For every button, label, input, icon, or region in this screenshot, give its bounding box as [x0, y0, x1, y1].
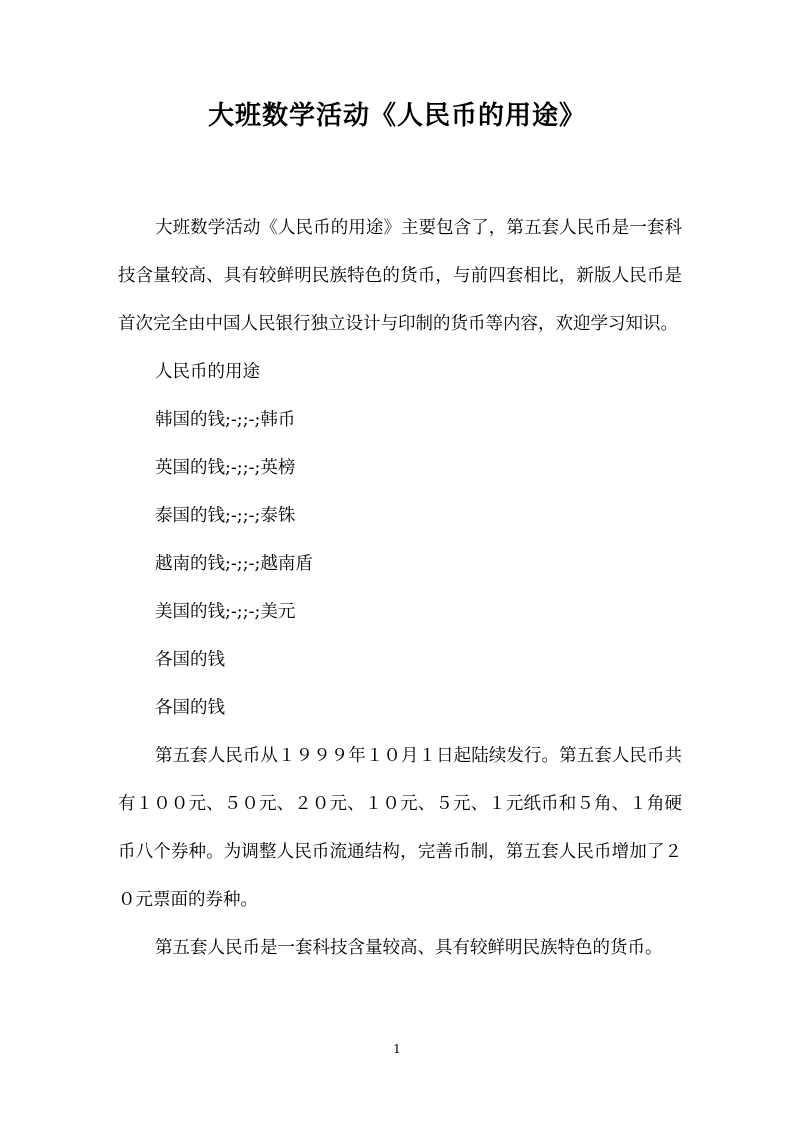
list-item: 美国的钱;-;;-;美元 [155, 602, 296, 622]
list-item: 越南的钱;-;;-;越南盾 [155, 554, 313, 574]
list-item: 泰国的钱;-;;-;泰铢 [155, 506, 296, 526]
page-number: 1 [393, 1042, 401, 1056]
body-paragraph: 第五套人民币是一套科技含量较高、具有较鲜明民族特色的货币。 [155, 938, 663, 958]
document-title: 大班数学活动《人民币的用途》 [207, 101, 586, 131]
text-line: 各国的钱 [155, 698, 225, 718]
document-body [118, 204, 682, 972]
text-line: 各国的钱 [155, 650, 225, 670]
list-item: 韩国的钱;-;;-;韩币 [155, 410, 296, 430]
list-item: 英国的钱;-;;-;英榜 [155, 458, 296, 478]
intro-paragraph: 大班数学活动《人民币的用途》主要包含了，第五套人民币是一套科技含量较高、具有较鲜明民族特色的货币，与前四套相比，新版人民币是首次完全由中国人民银行独立设计与印制的货币等内容，欢迎学习知识。 [118, 218, 682, 334]
section-heading: 人民币的用途 [155, 362, 260, 382]
body-paragraph: 第五套人民币从１９９９年１０月１日起陆续发行。第五套人民币共有１００元、５０元、２０元、１０元、５元、１元纸币和５角、１角硬币八个券种。为调整人民币流通结构，完善币制，第五套人民币增加了２０元票面的券种。 [118, 746, 682, 910]
